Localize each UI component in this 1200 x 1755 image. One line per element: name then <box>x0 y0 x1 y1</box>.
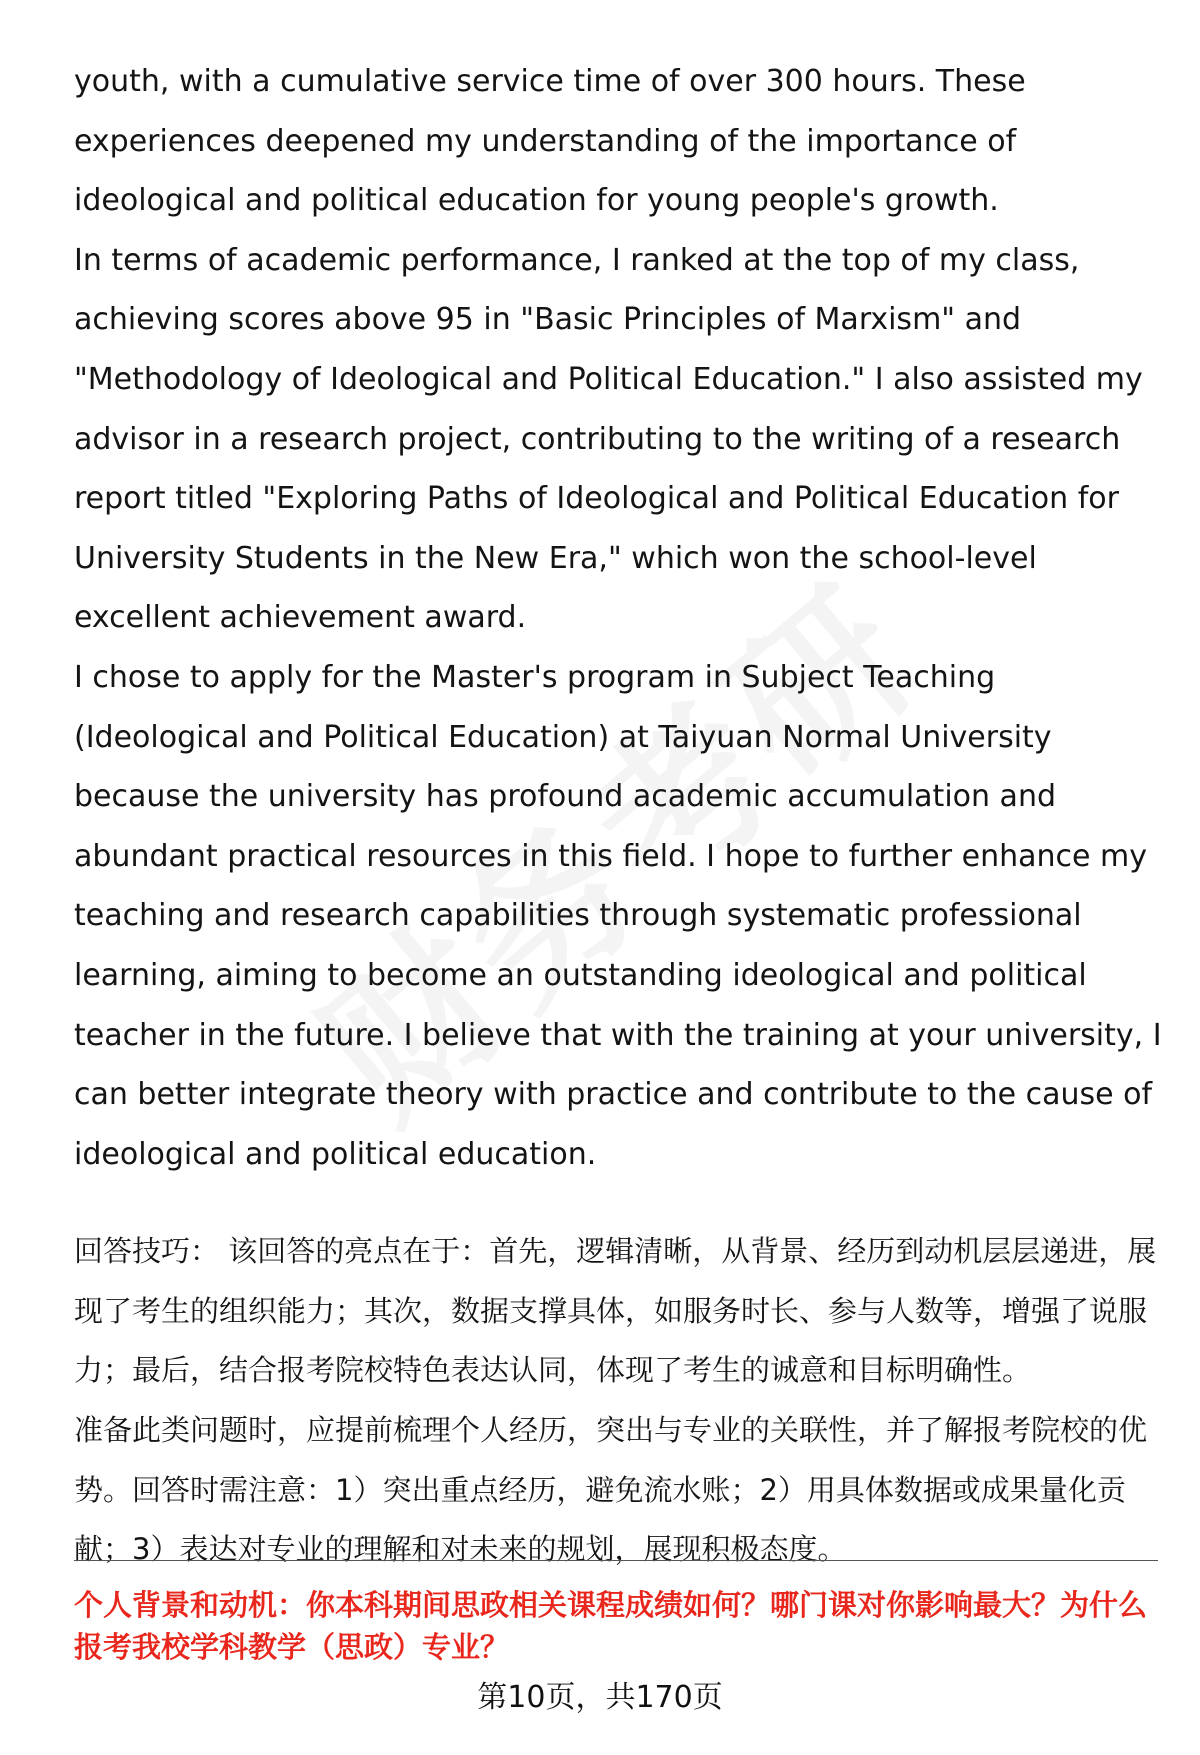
body-paragraph-1: youth, with a cumulative service time of over 300 hours. These experiences deepened my understanding of the importance of ideological and political education for young people's growth. <box>74 64 1026 219</box>
body-paragraph-2: In terms of academic performance, I ranked at the top of my class, achieving scores above 95 in "Basic Principles of Marxism" and "Methodology of Ideological and Political Education." I also assisted my advisor in a research project, contributing to the writing of a research report titled "Exploring Paths of Ideological and Political Education for University Students in the New Era," which won the school-level excellent achievement award. <box>74 242 1143 636</box>
body-paragraph-3: I chose to apply for the Master's program in Subject Teaching (Ideological and Political Education) at Taiyuan Normal University because the university has profound academic accumulation and abundant practical resources in this field. I hope to further enhance my teaching and research capabilities through systematic professional learning, aiming to become an outstanding ideological and political teacher in the future. I believe that with the training at your university, I can better integrate theory with practice and contribute to the cause of ideological and political education. <box>74 659 1162 1172</box>
answer-tips <box>74 1222 1164 1580</box>
next-question-heading: 个人背景和动机：你本科期间思政相关课程成绩如何？哪门课对你影响最大？为什么报考我校学科教学（思政）专业？ <box>74 1588 1148 1664</box>
tips-paragraph-2: 准备此类问题时，应提前梳理个人经历，突出与专业的关联性，并了解报考院校的优势。回答时需注意：1）突出重点经历，避免流水账；2）用具体数据或成果量化贡献；3）表达对专业的理解和对未来的规划，展现积极态度。 <box>74 1413 1148 1567</box>
section-divider <box>74 1560 1158 1561</box>
page-number: 第10页，共170页 <box>477 1680 723 1715</box>
document-body <box>74 52 1164 1580</box>
tips-paragraph-1: 回答技巧： 该回答的亮点在于：首先，逻辑清晰，从背景、经历到动机层层递进，展现了考生的组织能力；其次，数据支撑具体，如服务时长、参与人数等，增强了说服力；最后，结合报考院校特色表达认同，体现了考生的诚意和目标明确性。 <box>74 1234 1157 1388</box>
